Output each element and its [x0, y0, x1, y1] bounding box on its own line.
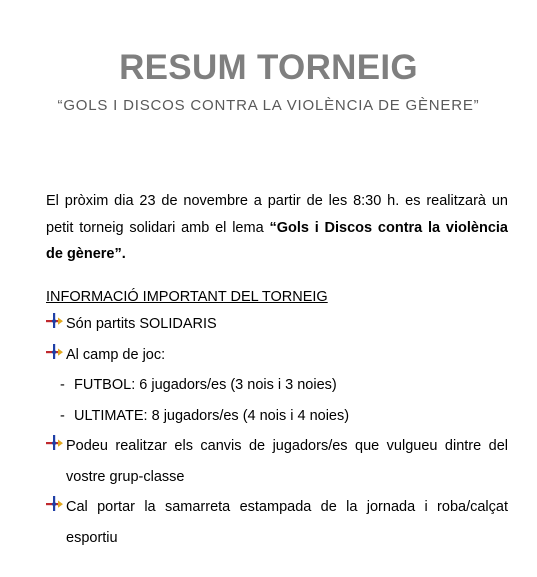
list-item	[46, 431, 508, 492]
list-item-text	[66, 309, 508, 340]
intro-period: .	[121, 246, 126, 262]
list-item-line: Al camp de joc:	[66, 346, 166, 363]
section-heading: INFORMACIÓ IMPORTANT DEL TORNEIG	[46, 289, 328, 305]
list-item-line: Podeu realitzar els canvis de jugadors/es que vulgueu dintre del	[66, 438, 508, 454]
list-item	[46, 309, 508, 340]
list-item	[46, 340, 508, 371]
sub-item-dash: -	[60, 377, 65, 393]
sub-item-text: ULTIMATE: 8 jugadors/es (4 nois i 4 noies)	[74, 407, 350, 424]
sub-item-dash: -	[60, 407, 65, 424]
list-item-text	[66, 492, 508, 553]
document-title: RESUM TORNEIG	[119, 48, 418, 87]
list-item-line: esportiu	[66, 529, 118, 546]
list-item-line: Cal portar la samarreta estampada de la jornada i roba/calçat	[66, 499, 508, 515]
intro-slogan-part-1: “Gols i Discos contra la violència	[269, 219, 508, 236]
sub-item-text: FUTBOL: 6 jugadors/es (3 nois i 3 noies)	[74, 377, 337, 393]
intro-paragraph	[46, 188, 508, 268]
intro-line-1: El pròxim dia 23 de novembre a partir de les 8:30 h. es realitzarà un	[46, 193, 508, 209]
list-item	[46, 492, 508, 553]
bullet-arrow-icon	[46, 313, 63, 328]
sub-list-item	[46, 401, 508, 432]
list-item-text	[66, 340, 508, 371]
list-item-text	[66, 431, 508, 492]
info-list	[46, 309, 508, 553]
intro-line-2	[46, 215, 508, 242]
intro-slogan-part-2: de gènere”	[46, 246, 122, 262]
document-subtitle: “GOLS I DISCOS CONTRA LA VIOLÈNCIA DE GÈNERE”	[57, 97, 480, 114]
intro-line-3	[46, 241, 508, 268]
sub-list-item	[46, 370, 508, 401]
bullet-arrow-icon	[46, 344, 63, 359]
bullet-arrow-icon	[46, 496, 63, 511]
intro-line-2-plain: petit torneig solidari amb el lema	[46, 219, 270, 236]
list-item-line: Són partits SOLIDARIS	[66, 316, 217, 332]
list-item-line: vostre grup-classe	[66, 468, 185, 485]
bullet-arrow-icon	[46, 435, 63, 450]
